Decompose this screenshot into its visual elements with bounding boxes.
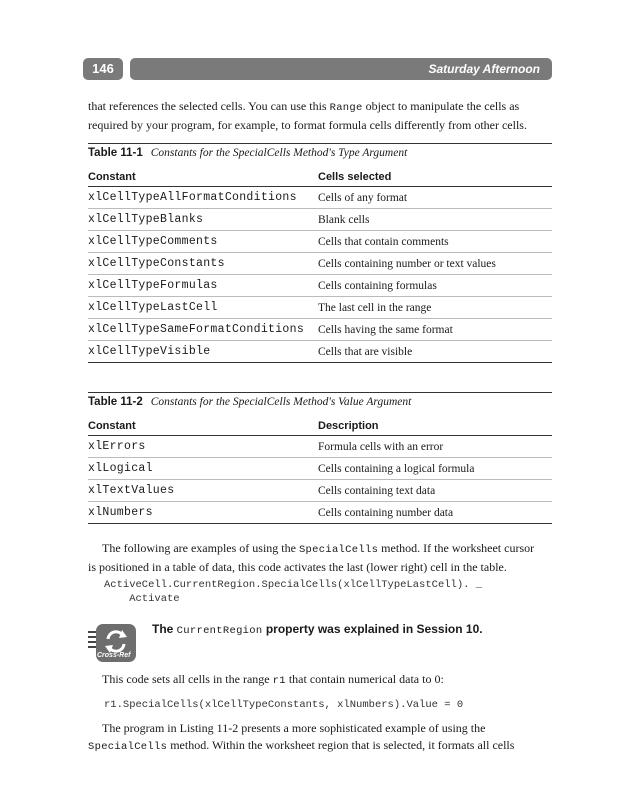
- constant-cell: xlCellTypeSameFormatConditions: [88, 319, 318, 341]
- constant-cell: xlCellTypeConstants: [88, 253, 318, 275]
- code-block: r1.SpecialCells(xlCellTypeConstants, xlNumbers).Value = 0: [104, 699, 464, 711]
- type-argument-table: [88, 170, 552, 363]
- body-paragraph: The program in Listing 11-2 presents a more sophisticated example of using the SpecialCells method. Within the worksheet region that is selected, it formats all cells: [88, 721, 515, 753]
- description-cell: Formula cells with an error: [318, 436, 552, 458]
- cross-ref-label: Cross-Ref: [97, 652, 131, 659]
- constant-cell: xlErrors: [88, 436, 318, 458]
- description-cell: Cells containing a logical formula: [318, 458, 552, 480]
- table-row: [88, 480, 552, 502]
- table-row: [88, 319, 552, 341]
- cross-ref-note: The CurrentRegion property was explained in Session 10.: [152, 622, 483, 637]
- column-header: Description: [318, 419, 552, 436]
- value-argument-table: [88, 419, 552, 524]
- description-cell: Cells containing text data: [318, 480, 552, 502]
- description-cell: Cells containing number data: [318, 502, 552, 524]
- column-header: Constant: [88, 419, 318, 436]
- constant-cell: xlCellTypeBlanks: [88, 209, 318, 231]
- table-row: [88, 341, 552, 363]
- constant-cell: xlCellTypeAllFormatConditions: [88, 187, 318, 209]
- intro-paragraph: that references the selected cells. You can use this Range object to manipulate the cells as required by your program, for example, to format formula cells differently from other cells.: [88, 99, 527, 132]
- table-caption: Table 11-1 Constants for the SpecialCells Method's Type Argument: [88, 143, 552, 159]
- description-cell: Blank cells: [318, 209, 552, 231]
- description-cell: The last cell in the range: [318, 297, 552, 319]
- table-row: [88, 253, 552, 275]
- table-row: [88, 209, 552, 231]
- constant-cell: xlLogical: [88, 458, 318, 480]
- constant-cell: xlNumbers: [88, 502, 318, 524]
- column-header: Cells selected: [318, 170, 552, 187]
- description-cell: Cells that are visible: [318, 341, 552, 363]
- page-number: 146: [83, 58, 123, 80]
- body-paragraph: This code sets all cells in the range r1 that contain numerical data to 0:: [102, 672, 444, 687]
- code-block: ActiveCell.CurrentRegion.SpecialCells(xlCellTypeLastCell). _ Activate: [104, 579, 483, 605]
- table-row: [88, 502, 552, 524]
- table-row: [88, 297, 552, 319]
- description-cell: Cells containing number or text values: [318, 253, 552, 275]
- constant-cell: xlCellTypeComments: [88, 231, 318, 253]
- constant-cell: xlCellTypeFormulas: [88, 275, 318, 297]
- constant-cell: xlCellTypeLastCell: [88, 297, 318, 319]
- constant-cell: xlTextValues: [88, 480, 318, 502]
- description-cell: Cells containing formulas: [318, 275, 552, 297]
- table-row: [88, 275, 552, 297]
- description-cell: Cells having the same format: [318, 319, 552, 341]
- description-cell: Cells of any format: [318, 187, 552, 209]
- body-paragraph: The following are examples of using the SpecialCells method. If the worksheet cursor is positioned in a table of data, this code activates the last (lower right) cell in the table.: [88, 541, 535, 574]
- table-row: [88, 231, 552, 253]
- table-row: [88, 436, 552, 458]
- table-row: [88, 458, 552, 480]
- constant-cell: xlCellTypeVisible: [88, 341, 318, 363]
- column-header: Constant: [88, 170, 318, 187]
- table-row: [88, 187, 552, 209]
- running-header: Saturday Afternoon: [130, 58, 552, 80]
- table-caption: Table 11-2 Constants for the SpecialCells Method's Value Argument: [88, 392, 552, 408]
- description-cell: Cells that contain comments: [318, 231, 552, 253]
